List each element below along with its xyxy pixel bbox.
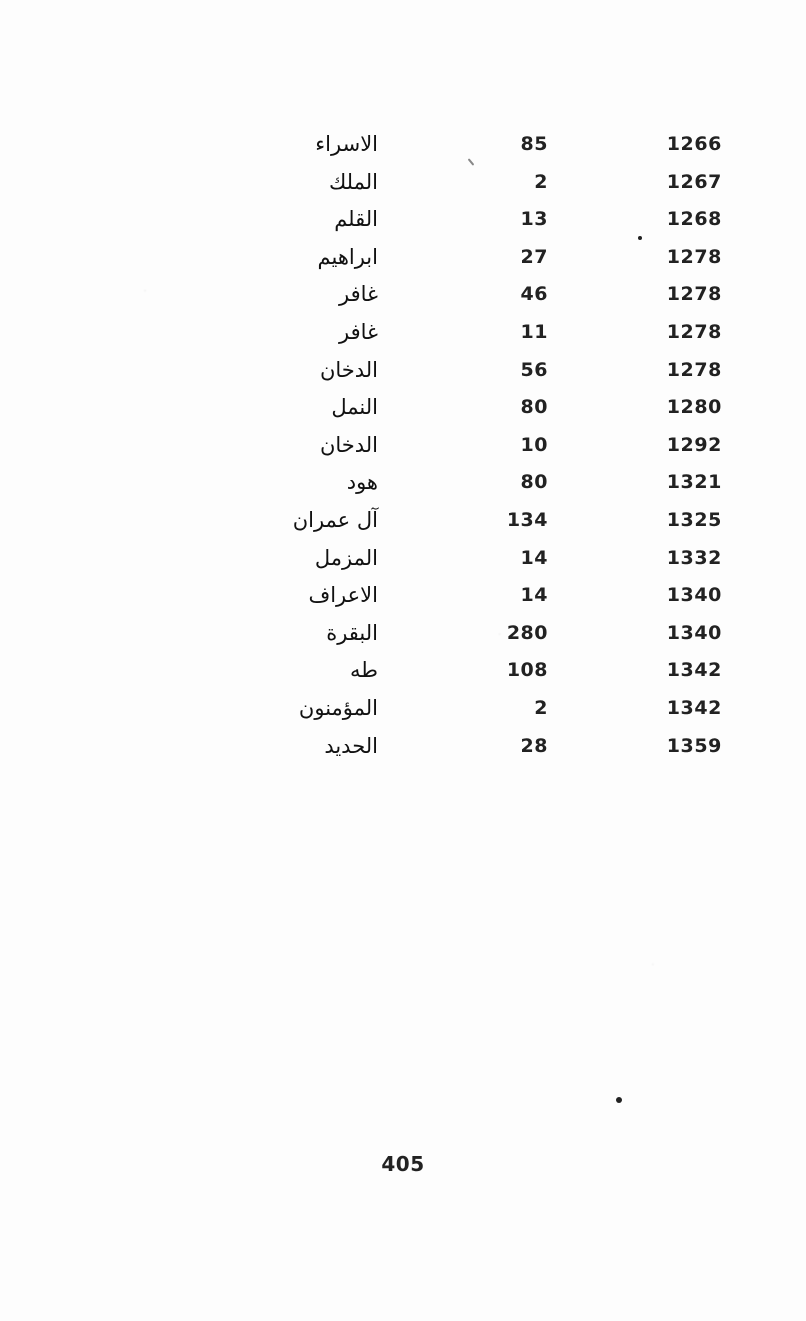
table-row — [260, 314, 722, 352]
surah-name: الدخان — [319, 432, 378, 457]
verse-number: 46 — [520, 283, 548, 306]
surah-name: غافر — [338, 282, 378, 307]
page-reference: 1278 — [666, 283, 722, 306]
verse-number: 27 — [520, 245, 548, 268]
surah-name: الملك — [328, 169, 378, 194]
verse-number: 56 — [520, 358, 548, 381]
surah-name: طه — [350, 658, 378, 683]
page-reference: 1278 — [666, 245, 722, 268]
page-number: 405 — [381, 1152, 425, 1176]
ink-speck — [638, 236, 642, 240]
page-reference: 1359 — [666, 734, 722, 757]
page-reference: 1340 — [666, 621, 722, 644]
surah-name: آل عمران — [292, 507, 378, 532]
surah-name: البقرة — [326, 620, 378, 645]
surah-name: الاسراء — [315, 132, 378, 156]
table-row — [260, 728, 722, 766]
table-row — [260, 201, 722, 239]
page-reference: 1342 — [666, 696, 722, 719]
page-reference: 1342 — [666, 659, 722, 682]
page-reference: 1280 — [666, 396, 722, 419]
page-reference: 1278 — [666, 358, 722, 381]
table-row — [260, 464, 722, 502]
verse-index-table — [260, 126, 722, 765]
verse-number: 108 — [506, 659, 548, 682]
verse-number: 10 — [520, 433, 548, 456]
verse-number: 11 — [520, 320, 548, 343]
table-row — [260, 577, 722, 615]
surah-name: المزمل — [314, 545, 378, 570]
verse-number: 80 — [520, 396, 548, 419]
table-row — [260, 540, 722, 578]
page-reference: 1332 — [666, 546, 722, 569]
verse-number: 2 — [534, 696, 548, 719]
surah-name: غافر — [338, 319, 378, 344]
table-row — [260, 276, 722, 314]
surah-name: الحديد — [324, 733, 378, 758]
table-row — [260, 615, 722, 653]
verse-number: 134 — [506, 508, 548, 531]
surah-name: النمل — [331, 395, 378, 420]
verse-number: 13 — [520, 208, 548, 231]
page-reference: 1325 — [666, 508, 722, 531]
surah-name: الاعراف — [308, 583, 378, 608]
verse-number: 2 — [534, 170, 548, 193]
table-row — [260, 427, 722, 465]
verse-number: 14 — [520, 584, 548, 607]
surah-name: ابراهيم — [317, 244, 378, 269]
verse-number: 80 — [520, 471, 548, 494]
ink-speck — [616, 1097, 622, 1103]
page-reference: 1278 — [666, 320, 722, 343]
surah-name: الدخان — [319, 357, 378, 382]
page-reference: 1267 — [666, 170, 722, 193]
verse-number: 280 — [506, 621, 548, 644]
verse-number: 28 — [520, 734, 548, 757]
verse-number: 85 — [520, 133, 548, 155]
table-row — [260, 126, 722, 164]
table-row — [260, 352, 722, 390]
page-reference: 1340 — [666, 584, 722, 607]
page-reference: 1268 — [666, 208, 722, 231]
table-row — [260, 502, 722, 540]
table-row — [260, 690, 722, 728]
page-reference: 1266 — [666, 133, 722, 155]
page-reference: 1292 — [666, 433, 722, 456]
surah-name: المؤمنون — [298, 695, 378, 720]
surah-name: القلم — [334, 207, 378, 232]
surah-name: هود — [346, 470, 378, 495]
table-row — [260, 164, 722, 202]
page-reference: 1321 — [666, 471, 722, 494]
table-row — [260, 239, 722, 277]
table-row — [260, 389, 722, 427]
verse-number: 14 — [520, 546, 548, 569]
table-row — [260, 652, 722, 690]
